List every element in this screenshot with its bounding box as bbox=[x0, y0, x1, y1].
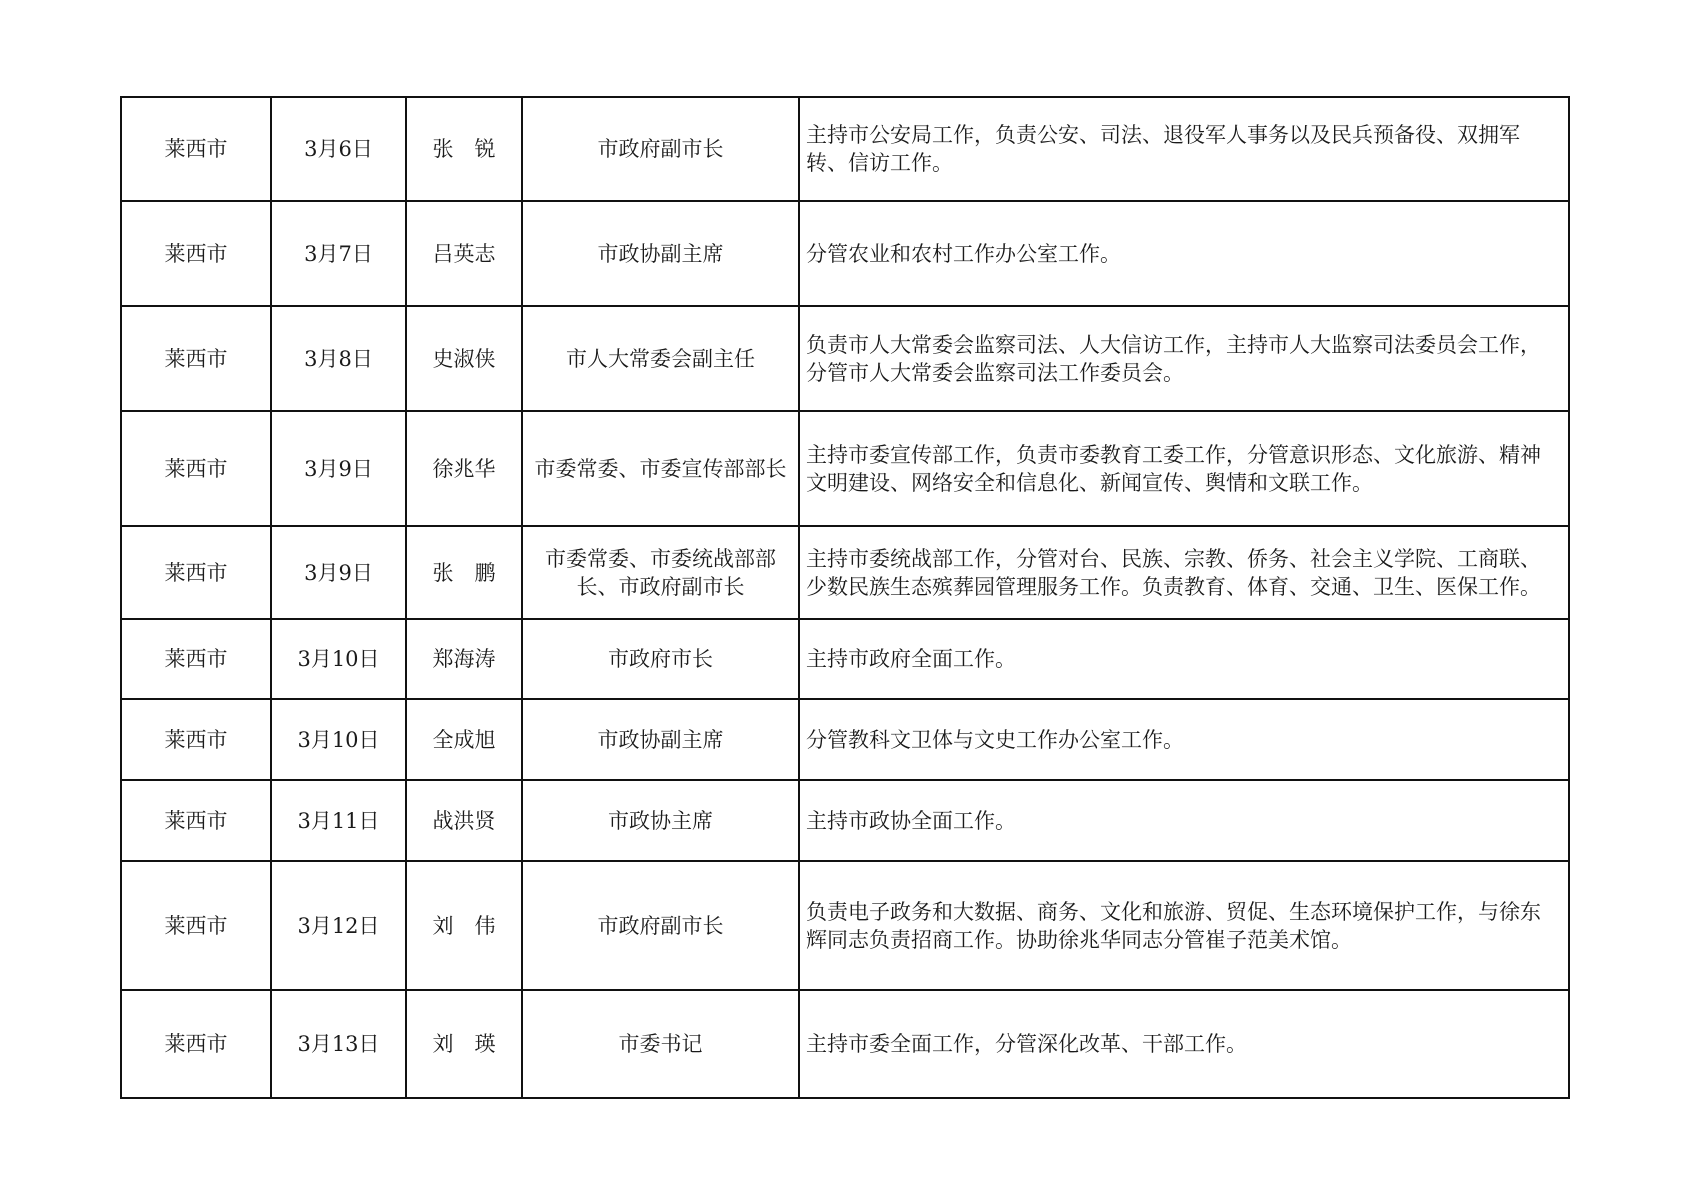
table-row bbox=[121, 619, 1569, 699]
city-cell: 莱西市 bbox=[121, 861, 271, 990]
date-cell: 3月6日 bbox=[271, 97, 406, 201]
name-cell: 张 锐 bbox=[406, 97, 522, 201]
table-row bbox=[121, 699, 1569, 780]
position-cell: 市委常委、市委宣传部部长 bbox=[522, 411, 799, 526]
city-cell: 莱西市 bbox=[121, 526, 271, 619]
table-row bbox=[121, 780, 1569, 861]
duties-cell: 主持市政府全面工作。 bbox=[799, 619, 1569, 699]
name-cell: 全成旭 bbox=[406, 699, 522, 780]
position-cell: 市政府副市长 bbox=[522, 861, 799, 990]
duties-cell: 主持市委全面工作，分管深化改革、干部工作。 bbox=[799, 990, 1569, 1098]
date-cell: 3月12日 bbox=[271, 861, 406, 990]
date-cell: 3月10日 bbox=[271, 619, 406, 699]
name-cell: 徐兆华 bbox=[406, 411, 522, 526]
position-cell: 市委书记 bbox=[522, 990, 799, 1098]
date-cell: 3月8日 bbox=[271, 306, 406, 411]
city-cell: 莱西市 bbox=[121, 306, 271, 411]
date-cell: 3月11日 bbox=[271, 780, 406, 861]
name-cell: 张 鹏 bbox=[406, 526, 522, 619]
city-cell: 莱西市 bbox=[121, 619, 271, 699]
name-cell: 吕英志 bbox=[406, 201, 522, 306]
city-cell: 莱西市 bbox=[121, 97, 271, 201]
table-row bbox=[121, 990, 1569, 1098]
duties-cell: 负责市人大常委会监察司法、人大信访工作，主持市人大监察司法委员会工作，分管市人大常委会监察司法工作委员会。 bbox=[799, 306, 1569, 411]
duties-cell: 分管农业和农村工作办公室工作。 bbox=[799, 201, 1569, 306]
position-cell: 市政府市长 bbox=[522, 619, 799, 699]
date-cell: 3月10日 bbox=[271, 699, 406, 780]
table-row bbox=[121, 861, 1569, 990]
duties-cell: 分管教科文卫体与文史工作办公室工作。 bbox=[799, 699, 1569, 780]
position-cell: 市政协副主席 bbox=[522, 201, 799, 306]
date-cell: 3月9日 bbox=[271, 411, 406, 526]
name-cell: 史淑侠 bbox=[406, 306, 522, 411]
position-cell: 市委常委、市委统战部部长、市政府副市长 bbox=[522, 526, 799, 619]
name-cell: 战洪贤 bbox=[406, 780, 522, 861]
duties-cell: 主持市委宣传部工作，负责市委教育工委工作，分管意识形态、文化旅游、精神文明建设、网络安全和信息化、新闻宣传、舆情和文联工作。 bbox=[799, 411, 1569, 526]
table-row bbox=[121, 306, 1569, 411]
name-cell: 郑海涛 bbox=[406, 619, 522, 699]
date-cell: 3月7日 bbox=[271, 201, 406, 306]
date-cell: 3月9日 bbox=[271, 526, 406, 619]
position-cell: 市政协副主席 bbox=[522, 699, 799, 780]
city-cell: 莱西市 bbox=[121, 201, 271, 306]
city-cell: 莱西市 bbox=[121, 990, 271, 1098]
name-cell: 刘 瑛 bbox=[406, 990, 522, 1098]
duties-cell: 主持市委统战部工作，分管对台、民族、宗教、侨务、社会主义学院、工商联、少数民族生态殡葬园管理服务工作。负责教育、体育、交通、卫生、医保工作。 bbox=[799, 526, 1569, 619]
duties-cell: 主持市政协全面工作。 bbox=[799, 780, 1569, 861]
table-row bbox=[121, 526, 1569, 619]
schedule-table bbox=[120, 96, 1570, 1099]
position-cell: 市政协主席 bbox=[522, 780, 799, 861]
position-cell: 市政府副市长 bbox=[522, 97, 799, 201]
table-row bbox=[121, 411, 1569, 526]
table-row bbox=[121, 201, 1569, 306]
city-cell: 莱西市 bbox=[121, 780, 271, 861]
table-row bbox=[121, 97, 1569, 201]
city-cell: 莱西市 bbox=[121, 411, 271, 526]
position-cell: 市人大常委会副主任 bbox=[522, 306, 799, 411]
city-cell: 莱西市 bbox=[121, 699, 271, 780]
date-cell: 3月13日 bbox=[271, 990, 406, 1098]
duties-cell: 主持市公安局工作，负责公安、司法、退役军人事务以及民兵预备役、双拥军转、信访工作。 bbox=[799, 97, 1569, 201]
name-cell: 刘 伟 bbox=[406, 861, 522, 990]
duties-cell: 负责电子政务和大数据、商务、文化和旅游、贸促、生态环境保护工作，与徐东辉同志负责招商工作。协助徐兆华同志分管崔子范美术馆。 bbox=[799, 861, 1569, 990]
